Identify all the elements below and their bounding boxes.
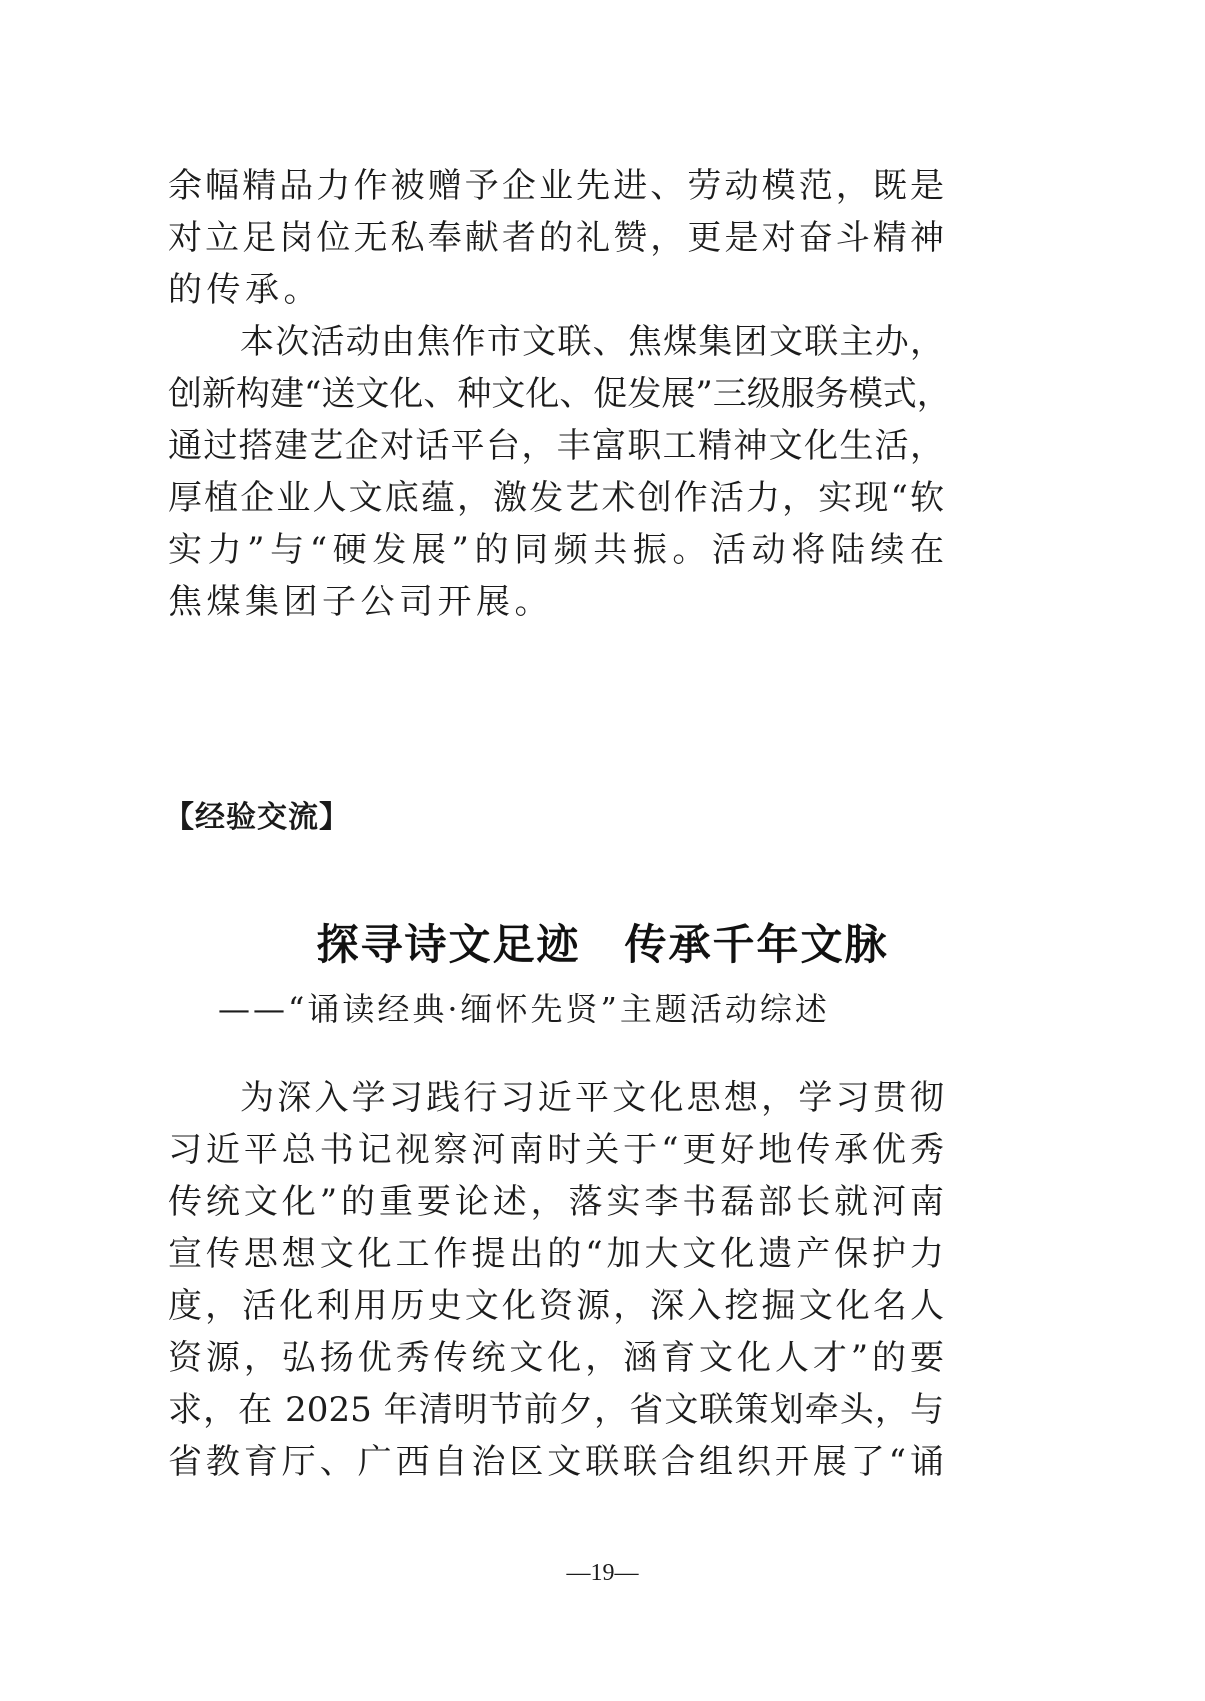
text-line: 焦煤集团子公司开展。 — [168, 582, 553, 622]
text-line: 对立足岗位无私奉献者的礼赞，更是对奋斗精神 — [168, 218, 944, 258]
article-subtitle: ——“诵读经典·缅怀先贤”主题活动综述 — [218, 990, 830, 1028]
text-line: 求，在 2025 年清明节前夕，省文联策划牵头，与 — [168, 1390, 944, 1430]
text-line: 宣传思想文化工作提出的“加大文化遗产保护力 — [168, 1234, 944, 1274]
text-line: 厚植企业人文底蕴，激发艺术创作活力，实现“软 — [168, 478, 944, 518]
text-line: 通过搭建艺企对话平台，丰富职工精神文化生活， — [168, 426, 944, 466]
article-title: 探寻诗文足迹 传承千年文脉 — [316, 920, 889, 969]
text-line: 创新构建“送文化、种文化、促发展”三级服务模式， — [168, 374, 951, 414]
text-line: 本次活动由焦作市文联、焦煤集团文联主办， — [240, 322, 944, 362]
text-line: 实力”与“硬发展”的同频共振。活动将陆续在 — [168, 530, 944, 570]
text-line: 的传承。 — [168, 270, 322, 310]
text-line: 为深入学习践行习近平文化思想，学习贯彻 — [240, 1078, 944, 1118]
text-line: 传统文化”的重要论述，落实李书磊部长就河南 — [168, 1182, 944, 1222]
text-line: 习近平总书记视察河南时关于“更好地传承优秀 — [168, 1130, 944, 1170]
text-line: 度，活化利用历史文化资源，深入挖掘文化名人 — [168, 1286, 944, 1326]
text-line: 省教育厅、广西自治区文联联合组织开展了“诵 — [168, 1442, 944, 1482]
page-number: —19— — [566, 1560, 639, 1586]
section-tag: 【经验交流】 — [164, 800, 350, 835]
text-line: 资源，弘扬优秀传统文化，涵育文化人才”的要 — [168, 1338, 944, 1378]
text-line: 余幅精品力作被赠予企业先进、劳动模范，既是 — [168, 166, 944, 206]
